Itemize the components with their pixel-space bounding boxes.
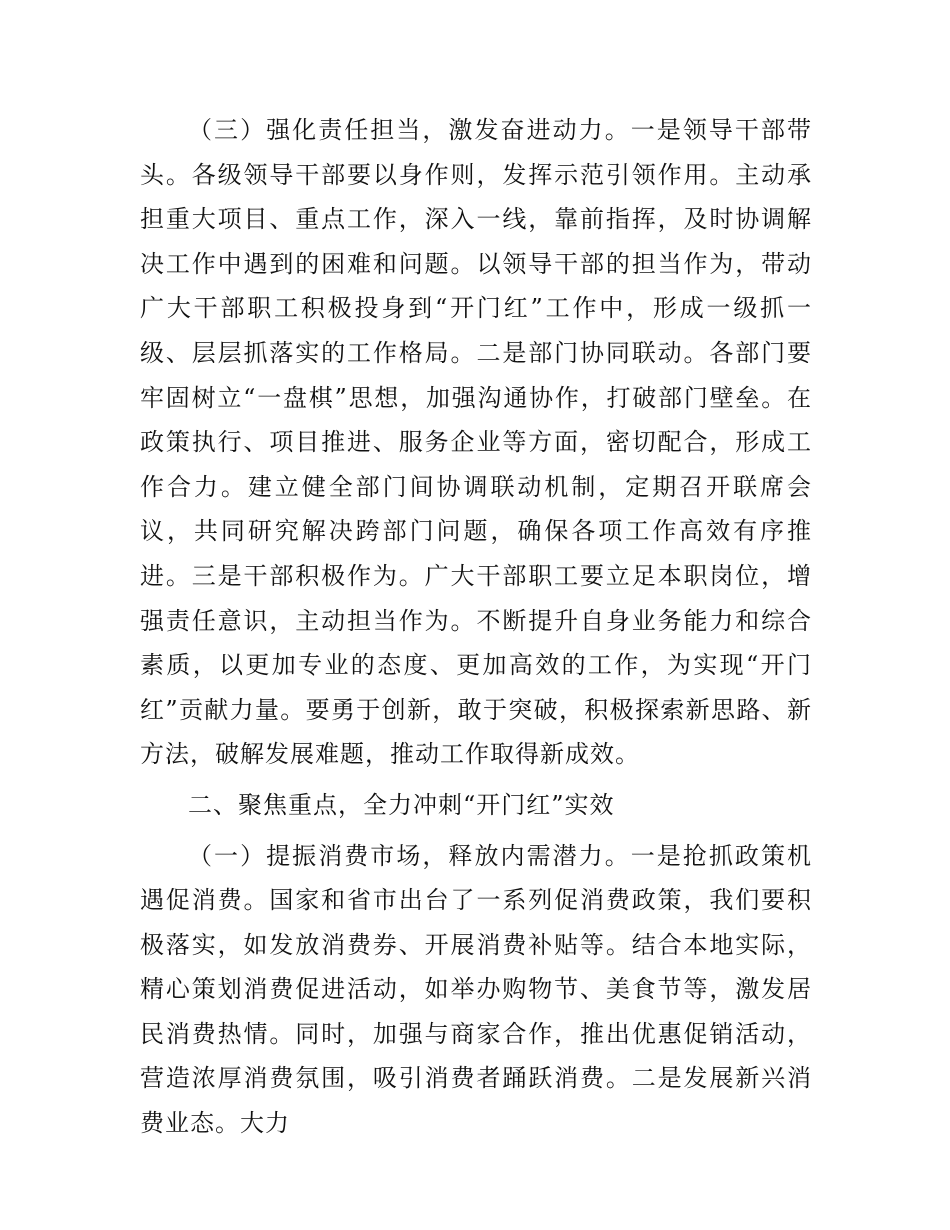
paragraph-section-three: （三）强化责任担当，激发奋进动力。一是领导干部带头。各级领导干部要以身作则，发挥示范引领作用。主动承担重大项目、重点工作，深入一线，靠前指挥，及时协调解决工作中遇到的困难和问题。以领导干部的担当作为，带动广大干部职工积极投身到“开门红”工作中，形成一级抓一级、层层抓落实的工作格局。二是部门协同联动。各部门要牢固树立“一盘棋”思想，加强沟通协作，打破部门壁垒。在政策执行、项目推进、服务企业等方面，密切配合，形成工作合力。建立健全部门间协调联动机制，定期召开联席会议，共同研究解决跨部门问题，确保各项工作高效有序推进。三是干部积极作为。广大干部职工要立足本职岗位，增强责任意识，主动担当作为。不断提升自身业务能力和综合素质，以更加专业的态度、更加高效的工作，为实现“开门红”贡献力量。要勇于创新，敢于突破，积极探索新思路、新方法，破解发展难题，推动工作取得新成效。 [140, 116, 812, 769]
document-page [140, 108, 812, 1146]
paragraph-section-one: （一）提振消费市场，释放内需潜力。一是抢抓政策机遇促消费。国家和省市出台了一系列促消费政策，我们要积极落实，如发放消费券、开展消费补贴等。结合本地实际，精心策划消费促进活动，如举办购物节、美食节等，激发居民消费热情。同时，加强与商家合作，推出优惠促销活动，营造浓厚消费氛围，吸引消费者踊跃消费。二是发展新兴消费业态。大力 [140, 841, 812, 1138]
section-heading: 二、聚焦重点，全力冲刺“开门红”实效 [188, 790, 615, 819]
